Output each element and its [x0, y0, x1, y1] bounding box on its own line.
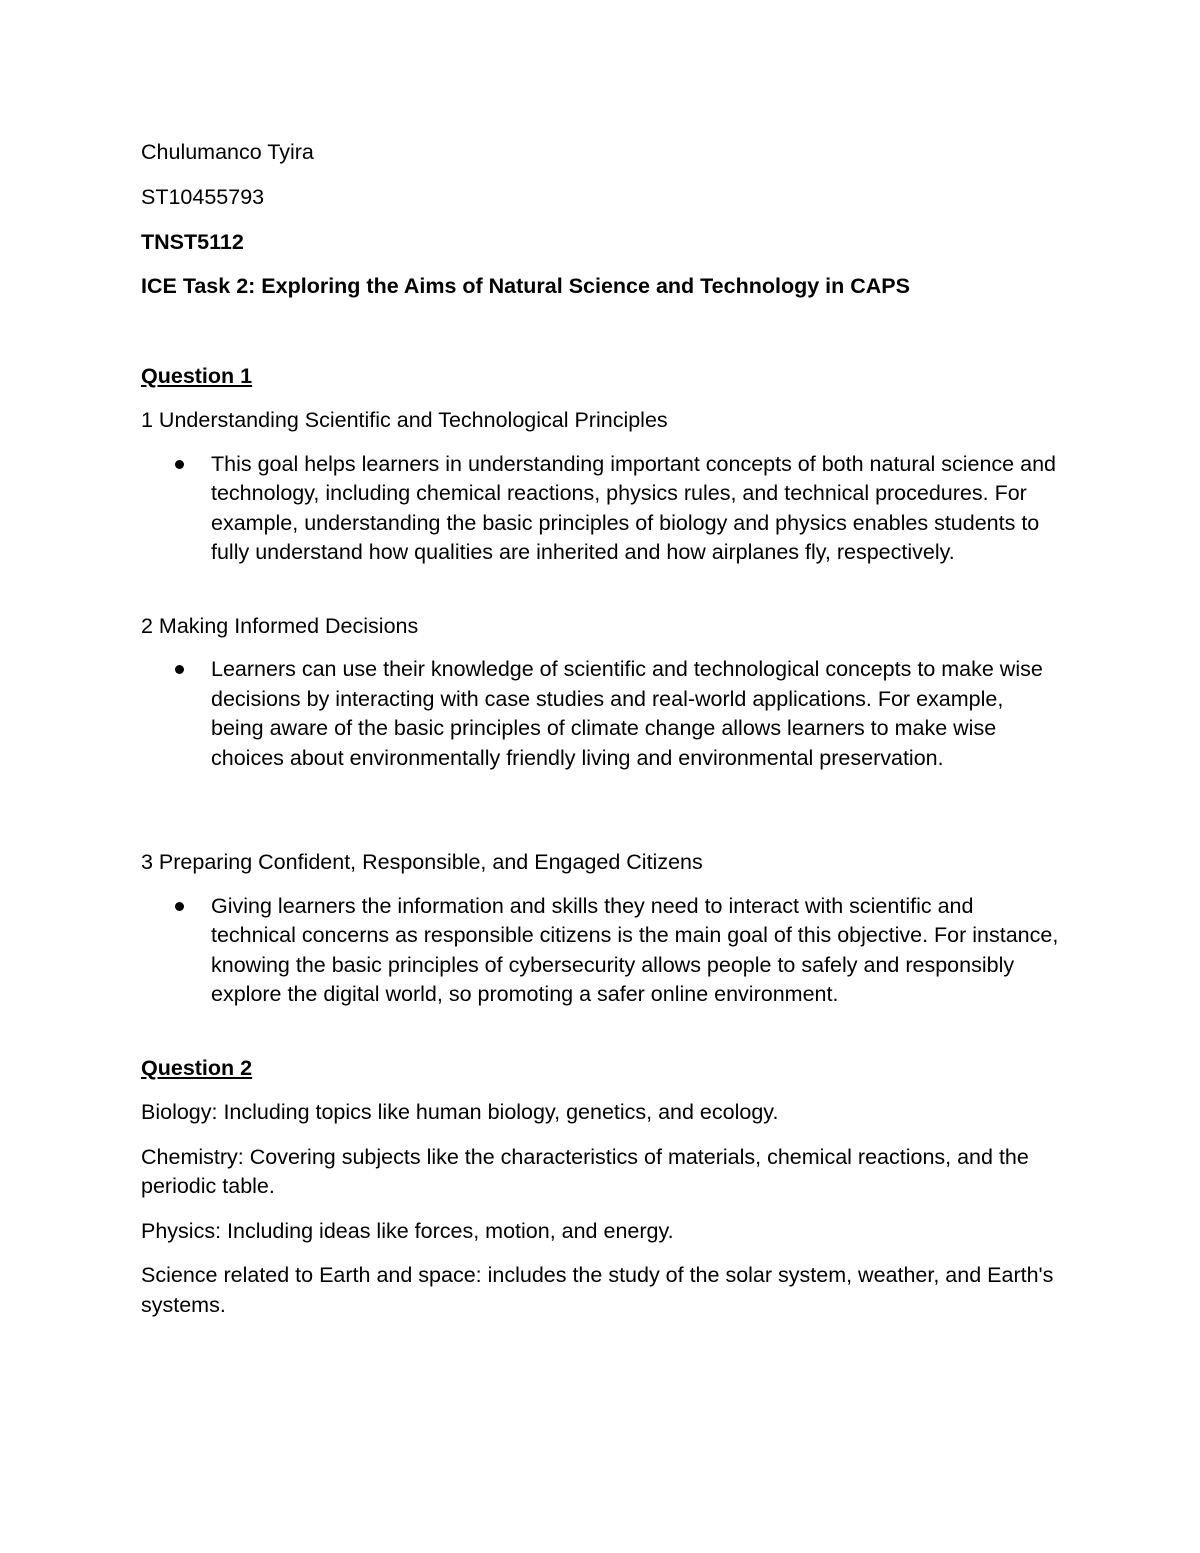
student-number: ST10455793 [141, 185, 265, 209]
aim-2-description: Learners can use their knowledge of scientific and technological concepts to make wise decisions by interacting with case studies and real-world applications. For example, being aware of the basic principles of climate change allows learners to make wise choices about environmentally friendly living and environmental preservation. [211, 657, 1043, 770]
document-body [141, 138, 1061, 1320]
chemistry-paragraph: Chemistry: Covering subjects like the characteristics of materials, chemical reactions, and the periodic table. [141, 1144, 1029, 1198]
module-code: TNST5112 [141, 229, 244, 254]
bullet-icon [175, 665, 184, 674]
aim-3-description: Giving learners the information and skills they need to interact with scientific and technical concerns as responsible citizens is the main goal of this objective. For instance, knowing the basic principles of cybersecurity allows people to safely and responsibly explore the digital world, so promoting a safer online environment. [211, 893, 1059, 1006]
list-item [141, 892, 1061, 1010]
earth-space-paragraph: Science related to Earth and space: includes the study of the solar system, weather, and Earth's systems. [141, 1263, 1054, 1317]
list-item [141, 655, 1061, 773]
task-title: ICE Task 2: Exploring the Aims of Natural Science and Technology in CAPS [141, 274, 910, 298]
question-1-heading: Question 1 [141, 363, 253, 388]
aim-2-bullet-list [141, 655, 1061, 773]
question-2-heading: Question 2 [141, 1055, 253, 1080]
bullet-icon [175, 460, 184, 469]
bullet-icon [175, 902, 184, 911]
list-item [141, 450, 1061, 568]
aim-3-title: 3 Preparing Confident, Responsible, and Engaged Citizens [141, 850, 703, 874]
aim-2-title: 2 Making Informed Decisions [141, 613, 419, 638]
aim-1-description: This goal helps learners in understanding important concepts of both natural science and technology, including chemical reactions, physics rules, and technical procedures. For example, understanding the basic principles of biology and physics enables students to fully understand how qualities are inherited and how airplanes fly, respectively. [211, 451, 1056, 564]
aim-3-bullet-list [141, 892, 1061, 1010]
aim-1-bullet-list [141, 450, 1061, 568]
student-name: Chulumanco Tyira [141, 140, 314, 164]
biology-paragraph: Biology: Including topics like human biology, genetics, and ecology. [141, 1100, 779, 1124]
physics-paragraph: Physics: Including ideas like forces, motion, and energy. [141, 1218, 674, 1243]
aim-1-title: 1 Understanding Scientific and Technological Principles [141, 408, 668, 432]
